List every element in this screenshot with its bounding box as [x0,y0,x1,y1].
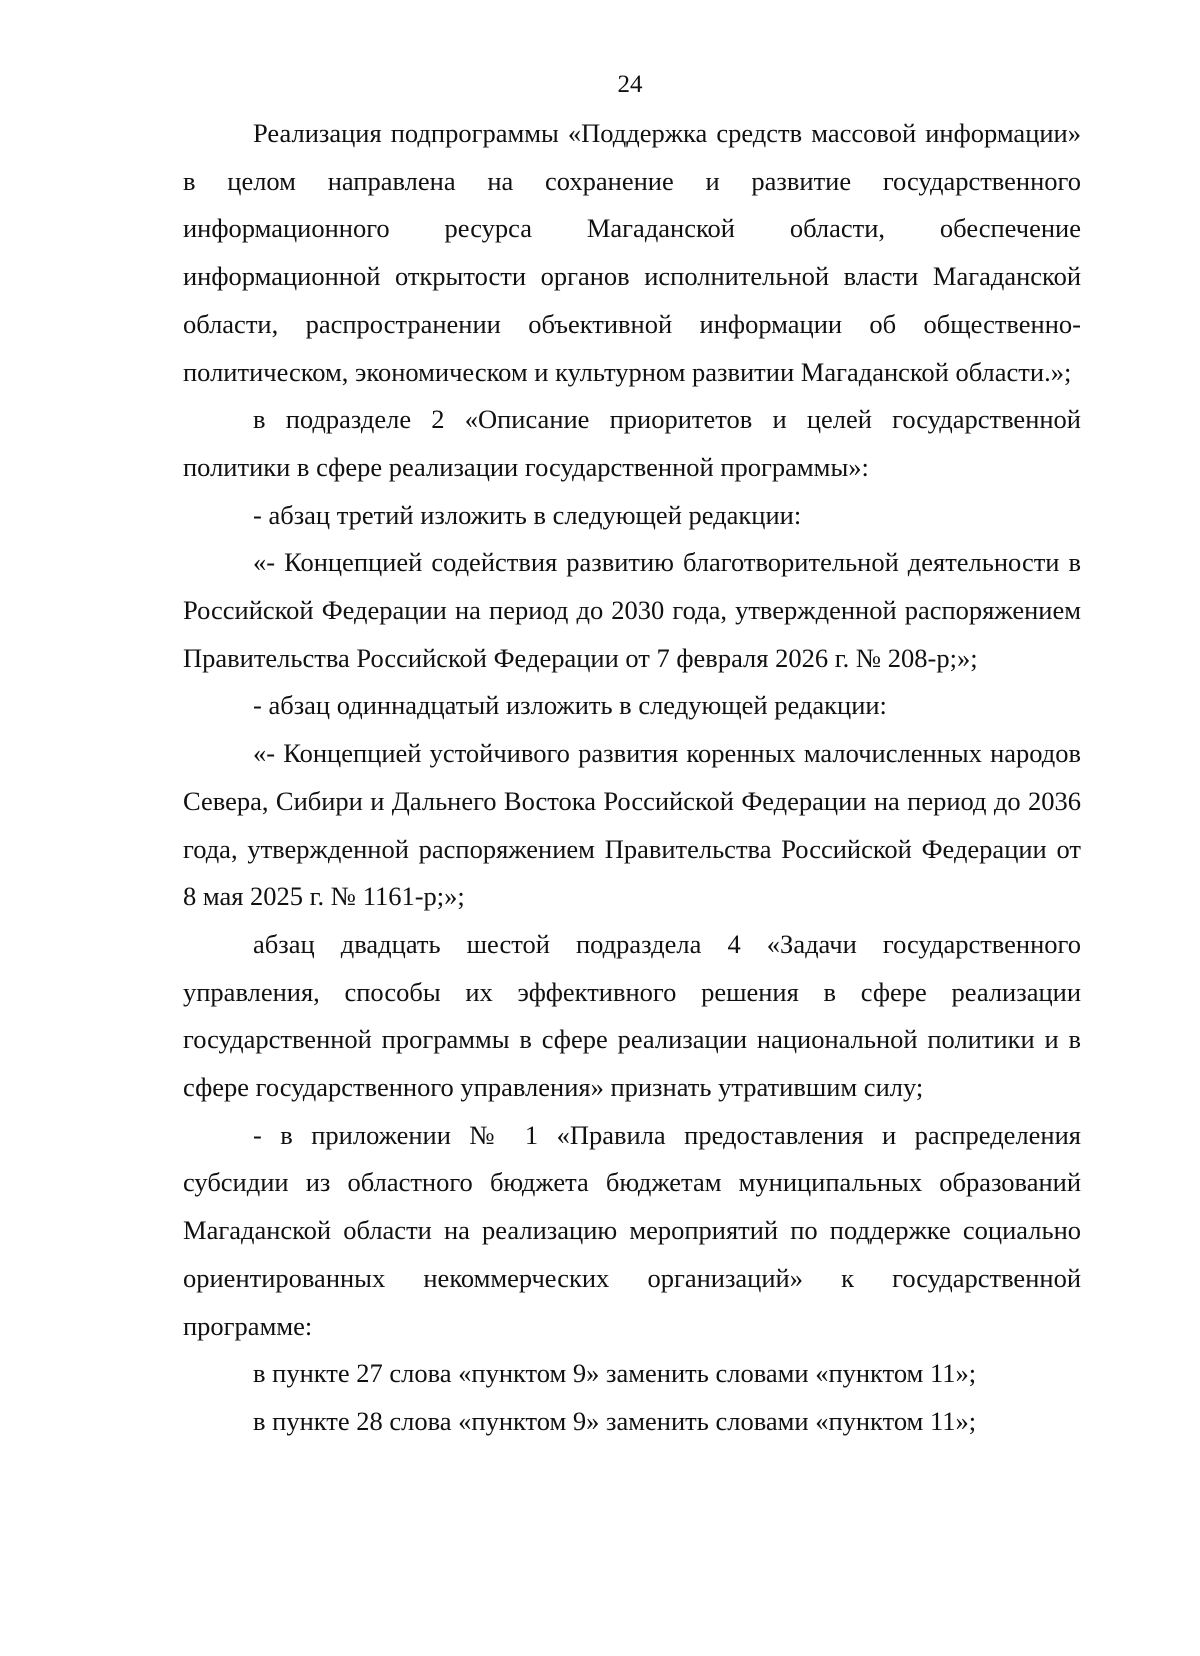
paragraph-twenty-sixth-abzac-repeal: абзац двадцать шестой подраздела 4 «Задачи государственного управления, способы их эффективного решения в сфере реализации государственной программы в сфере реализации национальной политики и в сфере государственного управления» признать утратившим силу; [183,928,1081,1103]
page-number: 24 [617,71,643,98]
paragraph-subprogram-media-support: Реализация подпрограммы «Поддержка средств массовой информации» в целом направлена на сохранение и развитие государственного информационного ресурса Магаданской области, обеспечение информационной открытости органов исполнительной власти Магаданской области, распространении объективной информации об общественно-политическом, экономическом и культурном развитии Магаданской области.»; [183,118,1081,387]
paragraph-third-abzac-instruction: - абзац третий изложить в следующей редакции: [253,499,802,530]
paragraph-indigenous-peoples-concept: «- Концепцией устойчивого развития коренных малочисленных народов Севера, Сибири и Дальнего Востока Российской Федерации на период до 2036 года, утвержденной распоряжением Правительства Российской Федерации от 8 мая 2025 г. № 1161-р;»; [183,738,1081,912]
document-body [183,110,1081,1446]
paragraph-charity-concept: «- Концепцией содействия развитию благотворительной деятельности в Российской Федерации на период до 2030 года, утвержденной распоряжением Правительства Российской Федерации от 7 февраля 2026 г. № 208-р;»; [183,547,1081,673]
paragraph-point-27-amendment: в пункте 27 слова «пунктом 9» заменить словами «пунктом 11»; [253,1358,977,1389]
paragraph-eleventh-abzac-instruction: - абзац одиннадцатый изложить в следующей редакции: [253,690,887,721]
paragraph-subsection-2-intro: в подразделе 2 «Описание приоритетов и целей государственной политики в сфере реализации государственной программы»: [183,404,1081,482]
paragraph-point-28-amendment: в пункте 28 слова «пунктом 9» заменить словами «пунктом 11»; [253,1405,977,1436]
paragraph-appendix-1-rules: - в приложении № 1 «Правила предоставления и распределения субсидии из областного бюджета бюджетам муниципальных образований Магаданской области на реализацию мероприятий по поддержке социально ориентированных некоммерческих организаций» к государственной программе: [183,1119,1081,1341]
